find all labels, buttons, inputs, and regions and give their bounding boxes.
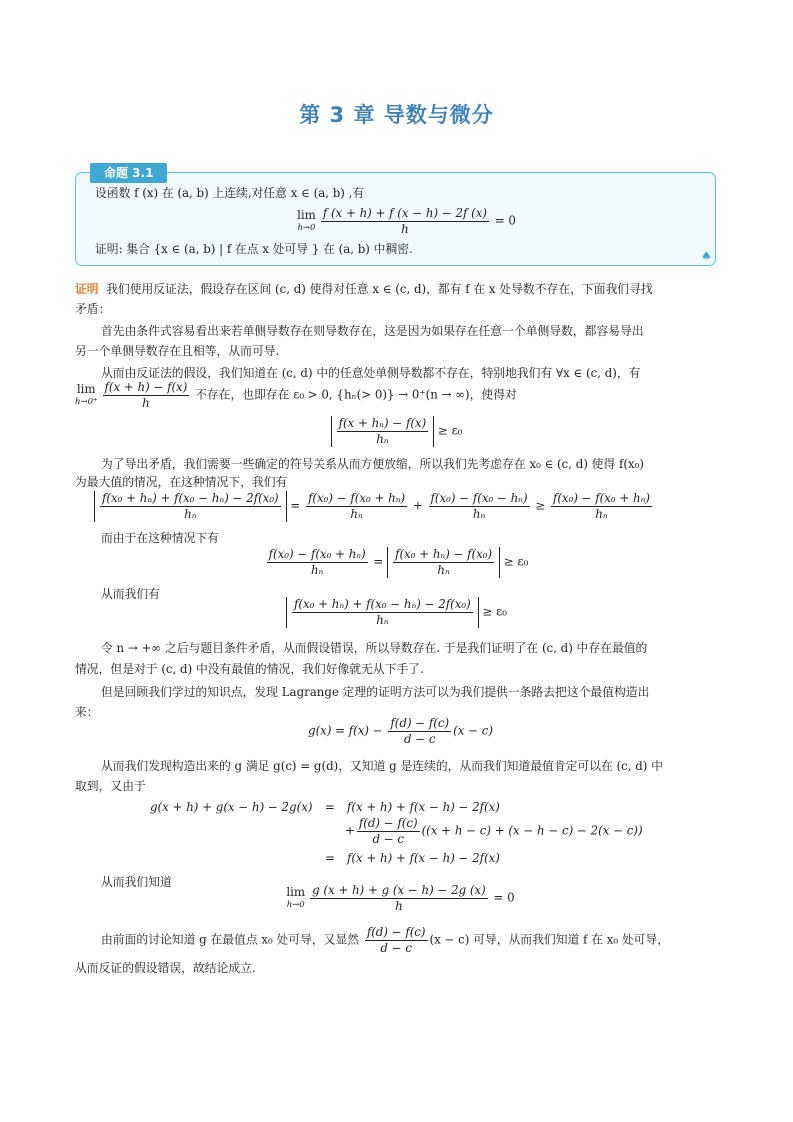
limit-operator: lim h→0 bbox=[297, 207, 316, 233]
equation-6-eq-2: = bbox=[325, 851, 335, 865]
proposition-statement: 设函数 f (x) 在 (a, b) 上连续,对任意 x ∈ (a, b) ,有 bbox=[95, 186, 365, 200]
equation-4: $\frac{\text{f(x₀ + hₙ) + f(x₀ − hₙ) − 2f(x₀)}}{\text{hₙ}}$ ≥ ε₀ bbox=[0, 597, 793, 628]
proof-paragraph-3-cont: lim h→0⁺ $\frac{f(x + h) - f(x)}{h}$ 不存在，也即存在 ε₀ > 0, {hₙ(> 0)} → 0⁺(n → ∞)，使得对 bbox=[75, 380, 517, 410]
proof-paragraph-11-cont: 从而反证的假设错误，故结论成立. bbox=[75, 961, 256, 975]
proof-paragraph-7: 令 n → +∞ 之后与题目条件矛盾，从而假设错误，所以导数存在. 于是我们证明了在 (c, d) 中存在最值的 bbox=[101, 641, 648, 655]
equation-2: $\frac{\text{f(x₀ + hₙ) + f(x₀ − hₙ) − 2f(x₀)}}{\text{hₙ}}$ = $\frac{\text{f(x₀) − f(x₀ + hₙ)}}{\text{hₙ}}$ + $\frac{\text{f(x₀) − f(x₀ − hₙ)}}{\text{hₙ}}$ ≥ $\frac{\text{f(x₀) − f(x₀ + hₙ)}}{\text{hₙ}}$ bbox=[94, 491, 654, 522]
proposition-fraction: $\frac{f (x + h) + f (x - h) - 2f (x)}{h}$ bbox=[322, 206, 487, 236]
proposition-label: 命题 3.1 bbox=[90, 163, 167, 183]
proof-paragraph-9-cont: 取到，又由于 bbox=[75, 779, 146, 793]
equation-6-line-2: + $\frac{f(d) - f(c)}{d - c}$ ((x + h − c) + (x − h − c) − 2(x − c)) bbox=[345, 816, 643, 846]
equation-6-line-1: f(x + h) + f(x − h) − 2f(x) bbox=[347, 800, 500, 814]
proposition-equation: lim h→0 $\frac{f (x + h) + f (x - h) - 2f (x)}{h}$ = 0 bbox=[297, 206, 516, 236]
proof-paragraph-10: 从而我们知道 bbox=[101, 875, 172, 889]
proposition-claim: 证明: 集合 {x ∈ (a, b) | f 在点 x 处可导 } 在 (a, b) 中稠密. bbox=[95, 242, 413, 256]
equation-6-lhs: g(x + h) + g(x − h) − 2g(x) bbox=[150, 800, 313, 814]
proof-paragraph-4-cont: 为最大值的情况，在这种情况下，我们有 bbox=[75, 475, 288, 489]
proof-paragraph-8: 但是回顾我们学过的知识点，发现 Lagrange 定理的证明方法可以为我们提供一条路去把这个最值构造出 bbox=[101, 685, 650, 699]
proof-paragraph-2: 首先由条件式容易看出来若单侧导数存在则导数存在，这是因为如果存在任意一个单侧导数，都容易导出 bbox=[101, 324, 644, 338]
proof-paragraph-4: 为了导出矛盾，我们需要一些确定的符号关系从而方便放缩，所以我们先考虑存在 x₀ ∈ (c, d) 使得 f(x₀) bbox=[101, 457, 644, 471]
proof-paragraph-9: 从而我们发现构造出来的 g 满足 g(c) = g(d)，又知道 g 是连续的，从而我们知道最值肯定可以在 (c, d) 中 bbox=[101, 759, 663, 773]
proof-paragraph-1: 证明 我们使用反证法，假设存在区间 (c, d) 使得对任意 x ∈ (c, d)，都有 f 在 x 处导数不存在，下面我们寻找 bbox=[75, 282, 653, 296]
proof-paragraph-3: 从而由反证法的假设，我们知道在 (c, d) 中的任意处单侧导数都不存在，特别地我们有 ∀x ∈ (c, d)，有 bbox=[101, 366, 641, 380]
chapter-title: 第 3 章 导数与微分 bbox=[299, 103, 494, 127]
proof-paragraph-2-cont: 另一个单侧导数存在且相等，从而可导. bbox=[75, 344, 280, 358]
equation-3: $\frac{\text{f(x₀) − f(x₀ + hₙ)}}{\text{hₙ}}$ = $\frac{\text{f(x₀ + hₙ) − f(x₀)}}{\text{hₙ}}$ ≥ ε₀ bbox=[268, 547, 529, 577]
proof-paragraph-11: 由前面的讨论知道 g 在最值点 x₀ 处可导，又显然 $\frac{f(d) - f(c)}{d - c}$ (x − c) 可导，从而我们知道 f 在 x₀ 处可导， bbox=[101, 925, 670, 955]
proof-paragraph-8-cont: 来： bbox=[75, 705, 99, 719]
proof-paragraph-1-cont: 矛盾： bbox=[75, 302, 111, 316]
spade-icon: ♠ bbox=[701, 249, 712, 263]
proof-paragraph-7-cont: 情况，但是对于 (c, d) 中没有最值的情况，我们好像就无从下手了. bbox=[75, 662, 424, 676]
equation-6-eq: = bbox=[325, 800, 335, 814]
equation-7: lim h→0 $\frac{g (x + h) + g (x - h) - 2g (x)}{h}$ = 0 bbox=[286, 883, 515, 913]
equation-5: g(x) = f(x) − $\frac{f(d) - f(c)}{d - c}$ (x − c) bbox=[308, 716, 493, 746]
equation-1: $\frac{\text{f(x + hₙ) − f(x)}}{\text{hₙ}}$ ≥ ε₀ bbox=[0, 416, 793, 447]
proof-label: 证明 bbox=[75, 282, 99, 296]
proof-paragraph-6: 从而我们有 bbox=[101, 587, 160, 601]
one-sided-difference-quotient: $\frac{f(x + h) - f(x)}{h}$ bbox=[104, 380, 188, 410]
equation-6-line-3: f(x + h) + f(x − h) − 2f(x) bbox=[347, 851, 500, 865]
proof-paragraph-5: 而由于在这种情况下有 bbox=[101, 531, 219, 545]
